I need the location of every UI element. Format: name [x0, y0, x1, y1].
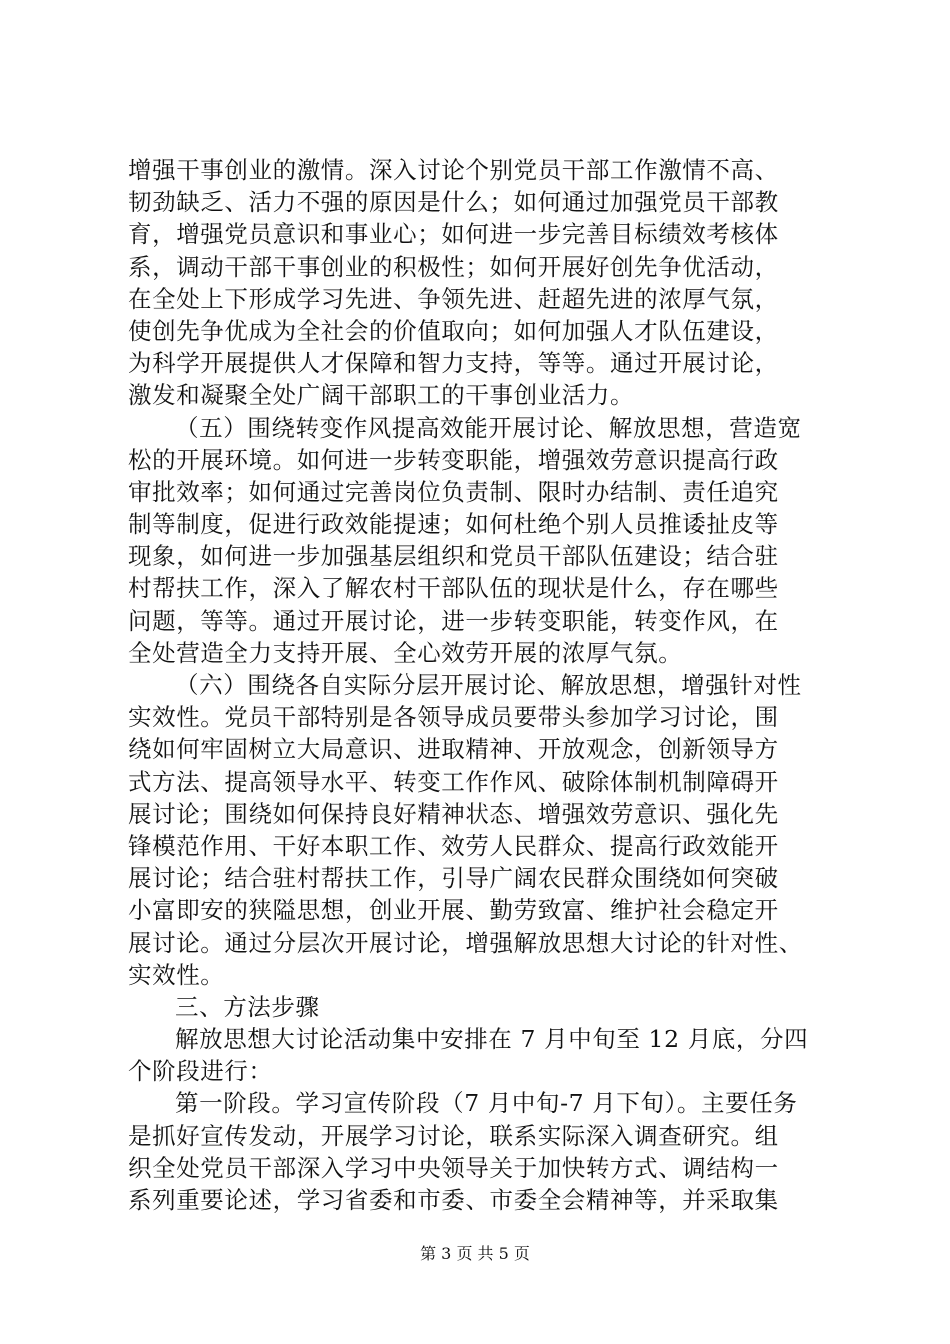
text-line: 激发和凝聚全处广阔干部职工的干事创业活力。 — [128, 381, 635, 410]
text-line: 全处营造全力支持开展、全心效劳开展的浓厚气氛。 — [128, 638, 683, 667]
text-line: 第一阶段。学习宣传阶段（7 月中旬-7 月下旬）。主要任务 — [175, 1089, 798, 1118]
text-line: 育，增强党员意识和事业心；如何进一步完善目标绩效考核体 — [128, 220, 779, 249]
text-line: 织全处党员干部深入学习中央领导关于加快转方式、调结构一 — [128, 1153, 779, 1182]
document-body — [128, 154, 828, 1216]
text-line: 个阶段进行： — [128, 1057, 273, 1086]
text-line: 问题，等等。通过开展讨论，进一步转变职能，转变作风，在 — [128, 606, 779, 635]
text-line: 实效性。 — [128, 960, 225, 989]
text-line: 为科学开展提供人才保障和智力支持，等等。通过开展讨论， — [128, 349, 779, 378]
text-line: 是抓好宣传发动，开展学习讨论，联系实际深入调查研究。组 — [128, 1121, 779, 1150]
text-line: 使创先争优成为全社会的价值取向；如何加强人才队伍建设， — [128, 316, 779, 345]
text-line: 解放思想大讨论活动集中安排在 7 月中旬至 12 月底，分四 — [175, 1025, 809, 1054]
text-line: 实效性。党员干部特别是各领导成员要带头参加学习讨论，围 — [128, 703, 779, 732]
text-line: 式方法、提高领导水平、转变工作作风、破除体制机制障碍开 — [128, 767, 779, 796]
text-line: 韧劲缺乏、活力不强的原因是什么；如何通过加强党员干部教 — [128, 188, 779, 217]
text-line: 村帮扶工作，深入了解农村干部队伍的现状是什么，存在哪些 — [128, 574, 779, 603]
text-line: 审批效率；如何通过完善岗位负责制、限时办结制、责任追究 — [128, 477, 779, 506]
text-line: 制等制度，促进行政效能提速；如何杜绝个别人员推诿扯皮等 — [128, 510, 779, 539]
text-line: 系，调动干部干事创业的积极性；如何开展好创先争优活动， — [128, 252, 779, 281]
page-footer: 第 3 页 共 5 页 — [420, 1244, 530, 1263]
text-line: 小富即安的狭隘思想，创业开展、勤劳致富、维护社会稳定开 — [128, 896, 779, 925]
text-line: 三、方法步骤 — [175, 992, 320, 1021]
text-line: 松的开展环境。如何进一步转变职能，增强效劳意识提高行政 — [128, 445, 779, 474]
text-line: （五）围绕转变作风提高效能开展讨论、解放思想，营造宽 — [175, 413, 802, 442]
text-line: 系列重要论述，学习省委和市委、市委全会精神等，并采取集 — [128, 1186, 779, 1214]
text-line: 锋模范作用、干好本职工作、效劳人民群众、提高行政效能开 — [128, 831, 779, 860]
text-line: 展讨论；结合驻村帮扶工作，引导广阔农民群众围绕如何突破 — [128, 864, 779, 893]
text-line: 绕如何牢固树立大局意识、进取精神、开放观念，创新领导方 — [128, 735, 779, 764]
text-line: 展讨论；围绕如何保持良好精神状态、增强效劳意识、强化先 — [128, 799, 779, 828]
text-line: 展讨论。通过分层次开展讨论，增强解放思想大讨论的针对性、 — [128, 928, 803, 957]
text-line: 增强干事创业的激情。深入讨论个别党员干部工作激情不高、 — [128, 156, 779, 184]
text-line: （六）围绕各自实际分层开展讨论、解放思想，增强针对性 — [175, 671, 802, 699]
text-line: 现象，如何进一步加强基层组织和党员干部队伍建设；结合驻 — [128, 542, 779, 571]
text-line: 在全处上下形成学习先进、争领先进、赶超先进的浓厚气氛， — [128, 284, 779, 313]
